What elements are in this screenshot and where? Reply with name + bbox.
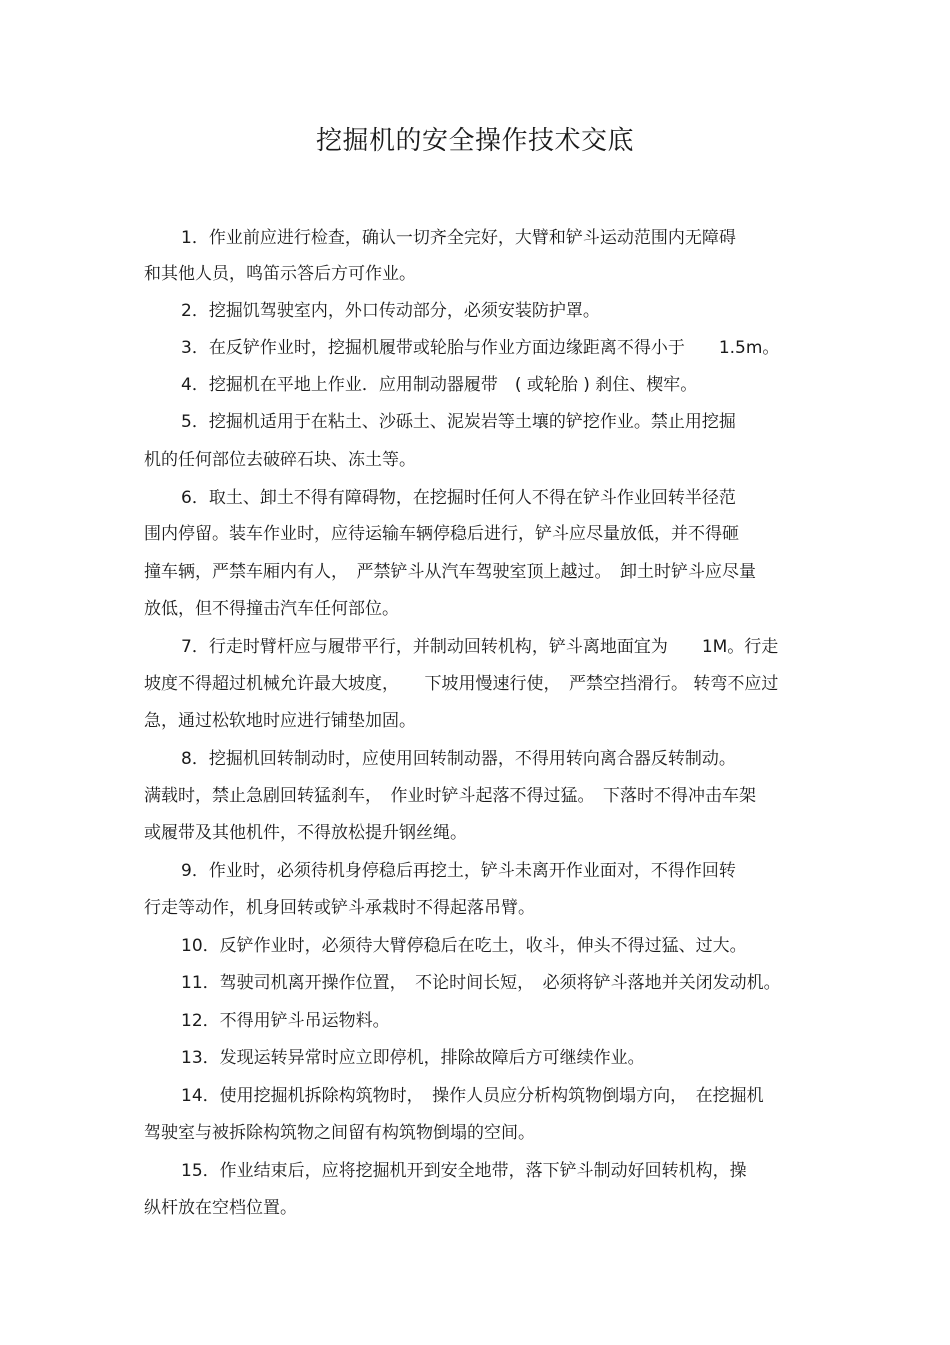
- item-6-line-1: 6．取土、卸土不得有障碍物，在挖掘时任何人不得在铲斗作业回转半径范: [181, 488, 736, 508]
- item-7-line-3: 急，通过松软地时应进行铺垫加固。: [144, 711, 416, 731]
- item-6-line-2: 围内停留。装车作业时，应待运输车辆停稳后进行，铲斗应尽量放低，并不得砸: [144, 524, 739, 544]
- document-title: 挖掘机的安全操作技术交底: [315, 126, 634, 156]
- item-1-line-2: 和其他人员，鸣笛示答后方可作业。: [144, 264, 416, 284]
- item-7-line-2: 坡度不得超过机械允许最大坡度， 下坡用慢速行使， 严禁空挡滑行。 转弯不应过: [144, 674, 779, 694]
- item-1-line-1: 1．作业前应进行检查，确认一切齐全完好，大臂和铲斗运动范围内无障碍: [181, 228, 736, 248]
- item-5-line-2: 机的任何部位去破碎石块、冻土等。: [144, 450, 416, 470]
- item-9-line-1: 9．作业时，必须待机身停稳后再挖土，铲斗未离开作业面对，不得作回转: [181, 861, 736, 881]
- item-12-line-1: 12．不得用铲斗吊运物料。: [181, 1011, 390, 1031]
- item-8-line-2: 满载时，禁止急剧回转猛刹车， 作业时铲斗起落不得过猛。 下落时不得冲击车架: [144, 786, 756, 806]
- item-9-line-2: 行走等动作，机身回转或铲斗承栽时不得起落吊臂。: [144, 898, 535, 918]
- item-3-line-1: 3．在反铲作业时，挖掘机履带或轮胎与作业方面边缘距离不得小于 1.5m。: [181, 338, 780, 358]
- item-13-line-1: 13．发现运转异常时应立即停机，排除故障后方可继续作业。: [181, 1048, 645, 1068]
- item-10-line-1: 10．反铲作业时，必须待大臂停稳后在吃土，收斗，伸头不得过猛、过大。: [181, 936, 747, 956]
- item-2-line-1: 2．挖掘饥驾驶室内，外口传动部分，必须安装防护罩。: [181, 301, 600, 321]
- item-11-line-1: 11．驾驶司机离开操作位置， 不论时间长短， 必须将铲斗落地并关闭发动机。: [181, 973, 781, 993]
- item-14-line-2: 驾驶室与被拆除构筑物之间留有构筑物倒塌的空间。: [144, 1123, 535, 1143]
- item-5-line-1: 5．挖掘机适用于在粘土、沙砾土、泥炭岩等土壤的铲挖作业。禁止用挖掘: [181, 412, 736, 432]
- item-6-line-4: 放低，但不得撞击汽车任何部位。: [144, 599, 399, 619]
- item-7-line-1: 7．行走时臂杆应与履带平行，并制动回转机构，铲斗离地面宜为 1M。行走: [181, 637, 779, 657]
- item-14-line-1: 14．使用挖掘机拆除构筑物时， 操作人员应分析构筑物倒塌方向， 在挖掘机: [181, 1086, 764, 1106]
- item-8-line-3: 或履带及其他机件，不得放松提升钢丝绳。: [144, 823, 467, 843]
- item-4-line-1: 4．挖掘机在平地上作业．应用制动器履带 ( 或轮胎 ) 刹住、楔牢。: [181, 375, 698, 395]
- item-15-line-2: 纵杆放在空档位置。: [144, 1198, 297, 1218]
- item-8-line-1: 8．挖掘机回转制动时，应使用回转制动器，不得用转向离合器反转制动。: [181, 749, 736, 769]
- item-6-line-3: 撞车辆，严禁车厢内有人， 严禁铲斗从汽车驾驶室顶上越过。 卸土时铲斗应尽量: [144, 562, 756, 582]
- item-15-line-1: 15．作业结束后，应将挖掘机开到安全地带，落下铲斗制动好回转机构，操: [181, 1161, 747, 1181]
